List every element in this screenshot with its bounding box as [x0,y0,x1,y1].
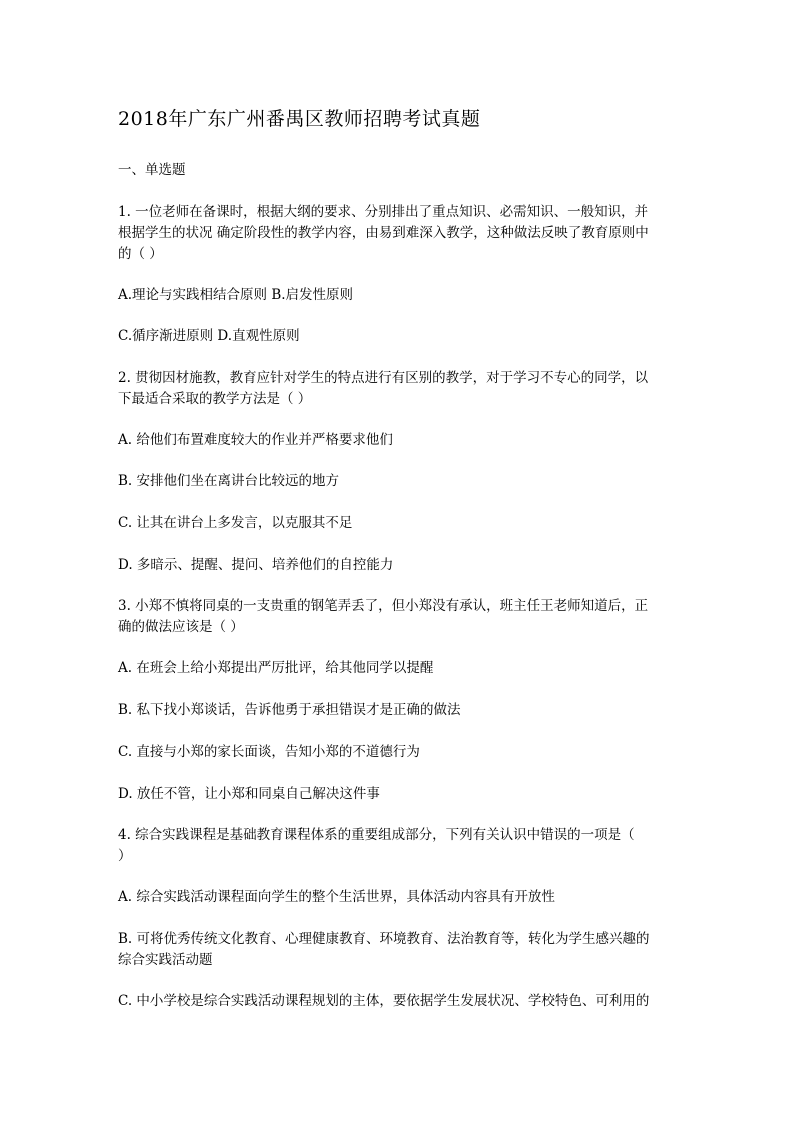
q2-option-d: D. 多暗示、提醒、提问、培养他们的自控能力 [118,557,394,573]
q4-option-a: A. 综合实践活动课程面向学生的整个生活世界，具体活动内容具有开放性 [118,889,555,905]
q1-stem-line-1: 1. 一位老师在备课时，根据大纲的要求、分别排出了重点知识、必需知识、一般知识，并 [118,204,649,220]
q3-option-d: D. 放任不管，让小郑和同桌自己解决这件事 [118,786,380,802]
q3-option-a: A. 在班会上给小郑提出严厉批评，给其他同学以提醒 [118,660,434,676]
q4-option-b-line-1: B. 可将优秀传统文化教育、心理健康教育、环境教育、法治教育等，转化为学生感兴趣的 [118,931,650,947]
q4-stem-line-2: ） [118,848,132,864]
q1-options-cd: C.循序渐进原则 D.直观性原则 [118,328,300,344]
section-heading: 一、单选题 [118,162,186,178]
q2-option-a: A. 给他们布置难度较大的作业并严格要求他们 [118,432,393,448]
q2-stem-line-2: 下最适合采取的教学方法是（ ） [118,391,312,407]
q4-option-b-line-2: 综合实践活动题 [118,952,213,968]
q1-options-ab: A.理论与实践相结合原则 B.启发性原则 [118,287,354,303]
q1-stem-line-2: 根据学生的状况 确定阶段性的教学内容，由易到难深入教学，这种做法反映了教育原则中 [118,225,649,241]
document-title: 2018年广东广州番禺区教师招聘考试真题 [118,108,481,130]
q2-option-c: C. 让其在讲台上多发言，以克服其不足 [118,515,353,531]
q3-option-c: C. 直接与小郑的家长面谈，告知小郑的不道德行为 [118,744,420,760]
q3-stem-line-1: 3. 小郑不慎将同桌的一支贵重的钢笔弄丢了，但小郑没有承认，班主任王老师知道后，正 [118,598,649,614]
q2-stem-line-1: 2. 贯彻因材施教，教育应针对学生的特点进行有区别的教学，对于学习不专心的同学，以 [118,370,649,386]
q2-option-b: B. 安排他们坐在离讲台比较远的地方 [118,473,340,489]
q3-option-b: B. 私下找小郑谈话，告诉他勇于承担错误才是正确的做法 [118,702,461,718]
q4-stem-line-1: 4. 综合实践课程是基础教育课程体系的重要组成部分，下列有关认识中错误的一项是（ [118,827,635,843]
q4-option-c-line-1: C. 中小学校是综合实践活动课程规划的主体，要依据学生发展状况、学校特色、可利用的 [118,993,650,1009]
q1-stem-line-3: 的（ ） [118,246,163,262]
q3-stem-line-2: 确的做法应该是（ ） [118,619,244,635]
